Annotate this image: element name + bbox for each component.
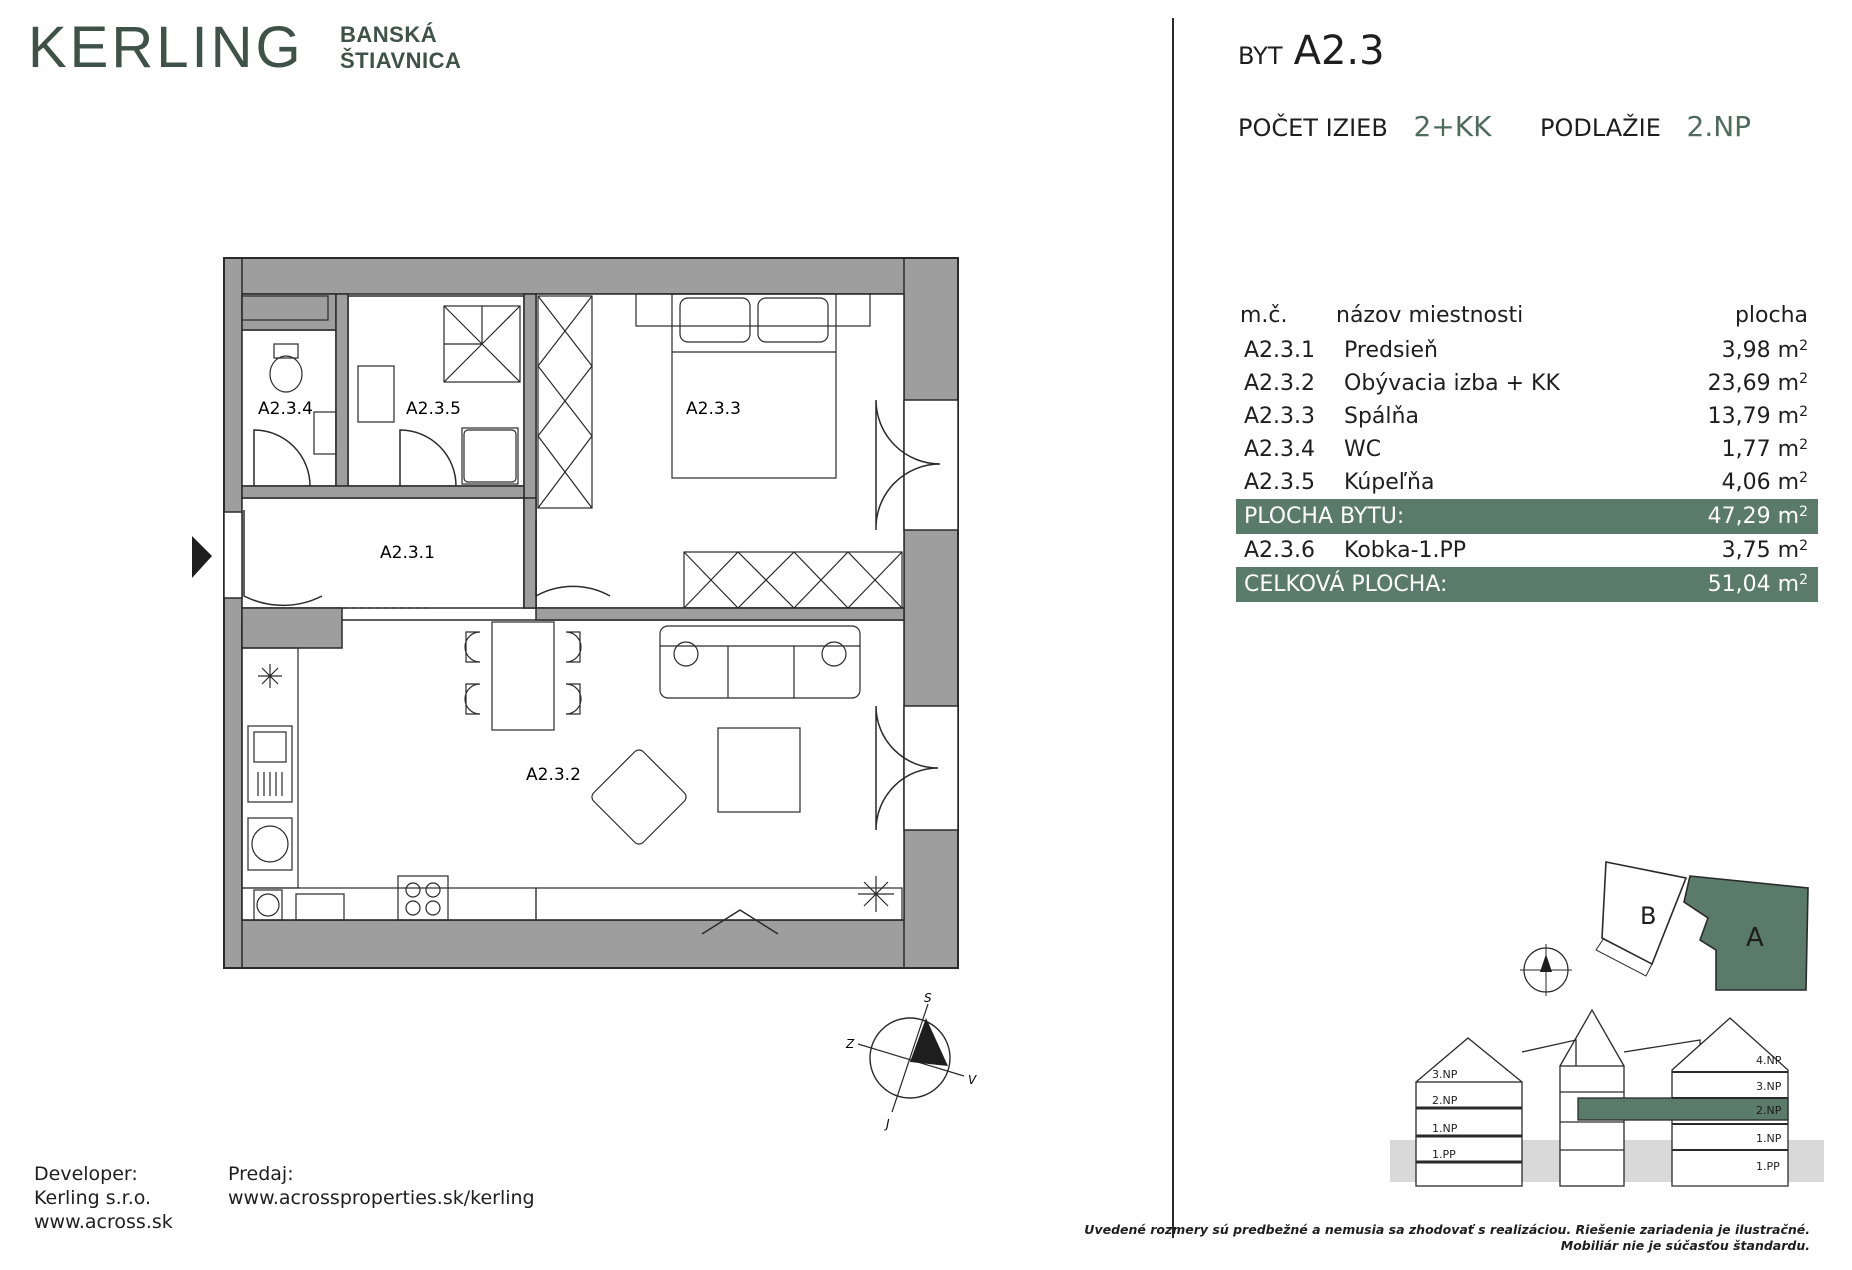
disclaimer-line: Uvedené rozmery sú predbežné a nemusia sa zhodovať s realizáciou. Riešenie zariadenia je ilustračné. <box>1084 1222 1810 1237</box>
room-number: A2.3.5 <box>1244 470 1316 495</box>
header-area: plocha <box>1734 303 1808 328</box>
right-floor-label: 1.NP <box>1756 1132 1782 1145</box>
header-number: m.č. <box>1240 303 1288 328</box>
total-label: CELKOVÁ PLOCHA: <box>1244 572 1448 597</box>
room-area: 4,06 $m^2$ <box>1721 470 1808 495</box>
compass-icon <box>845 991 977 1131</box>
disclaimer <box>1050 1222 1810 1254</box>
total-area: 51,04 $m^2$ <box>1707 572 1808 597</box>
room-number: A2.3.3 <box>1244 404 1316 429</box>
sales-info <box>228 1162 535 1210</box>
left-floor-label: 3.NP <box>1432 1068 1458 1081</box>
sales-label: Predaj: <box>228 1163 294 1185</box>
svg-text:V: V <box>968 1073 977 1087</box>
room-label-a231: A2.3.1 <box>380 543 435 563</box>
subtotal-label: PLOCHA BYTU: <box>1244 504 1405 529</box>
room-name: Predsieň <box>1344 338 1438 363</box>
right-floor-label: 4.NP <box>1756 1054 1782 1067</box>
small-compass-icon <box>1520 944 1572 996</box>
room-name: WC <box>1344 437 1382 462</box>
header-name: názov miestnosti <box>1336 303 1524 328</box>
room-area: 3,98 $m^2$ <box>1721 338 1808 363</box>
room-area: 3,75 $m^2$ <box>1721 538 1808 563</box>
subtotal-area: 47,29 $m^2$ <box>1707 504 1808 529</box>
left-floor-label: 1.NP <box>1432 1122 1458 1135</box>
developer-link[interactable]: www.across.sk <box>34 1211 173 1233</box>
apartment-label: BYT <box>1238 42 1283 70</box>
apartment-id: A2.3 <box>1293 28 1385 74</box>
room-label-a232: A2.3.2 <box>526 765 581 785</box>
room-number: A2.3.2 <box>1244 371 1316 396</box>
site-plan <box>1596 862 1808 990</box>
room-number: A2.3.4 <box>1244 437 1316 462</box>
room-number: A2.3.6 <box>1244 538 1316 563</box>
floor-label: PODLAŽIE <box>1540 114 1661 142</box>
right-floor-label: 1.PP <box>1756 1160 1780 1173</box>
room-number: A2.3.1 <box>1244 338 1316 363</box>
svg-text:J: J <box>886 1117 890 1131</box>
brand-location-line1: BANSKÁ <box>340 22 438 47</box>
room-area: 23,69 $m^2$ <box>1707 371 1808 396</box>
left-floor-label: 1.PP <box>1432 1148 1456 1161</box>
room-label-a235: A2.3.5 <box>406 399 461 419</box>
developer-label: Developer: <box>34 1163 138 1185</box>
brand-name: KERLING <box>28 15 304 80</box>
room-label-a234: A2.3.4 <box>258 399 313 419</box>
entry-arrow <box>192 536 212 578</box>
developer-name: Kerling s.r.o. <box>34 1187 152 1209</box>
rooms-label: POČET IZIEB <box>1238 114 1388 142</box>
rooms-value: 2+KK <box>1413 110 1492 143</box>
disclaimer-line: Mobiliár nie je súčasťou štandardu. <box>1560 1238 1810 1253</box>
svg-text:Z: Z <box>846 1037 855 1051</box>
developer-info <box>34 1162 173 1234</box>
room-name: Kobka-1.PP <box>1344 538 1467 563</box>
room-area: 13,79 $m^2$ <box>1707 404 1808 429</box>
right-floor-label: 2.NP <box>1756 1104 1782 1117</box>
room-name: Kúpeľňa <box>1344 470 1435 495</box>
brand-location-line2: ŠTIAVNICA <box>340 48 462 73</box>
building-a-label: A <box>1746 923 1764 953</box>
room-name: Spálňa <box>1344 404 1419 429</box>
right-floor-label: 3.NP <box>1756 1080 1782 1093</box>
left-floor-label: 2.NP <box>1432 1094 1458 1107</box>
floor-value: 2.NP <box>1686 110 1752 143</box>
room-label-a233: A2.3.3 <box>686 399 741 419</box>
room-area: 1,77 $m^2$ <box>1721 437 1808 462</box>
building-b-label: B <box>1640 902 1657 930</box>
sales-link[interactable]: www.acrossproperties.sk/kerling <box>228 1187 535 1209</box>
room-name: Obývacia izba + KK <box>1344 371 1560 396</box>
svg-text:S: S <box>924 991 932 1005</box>
